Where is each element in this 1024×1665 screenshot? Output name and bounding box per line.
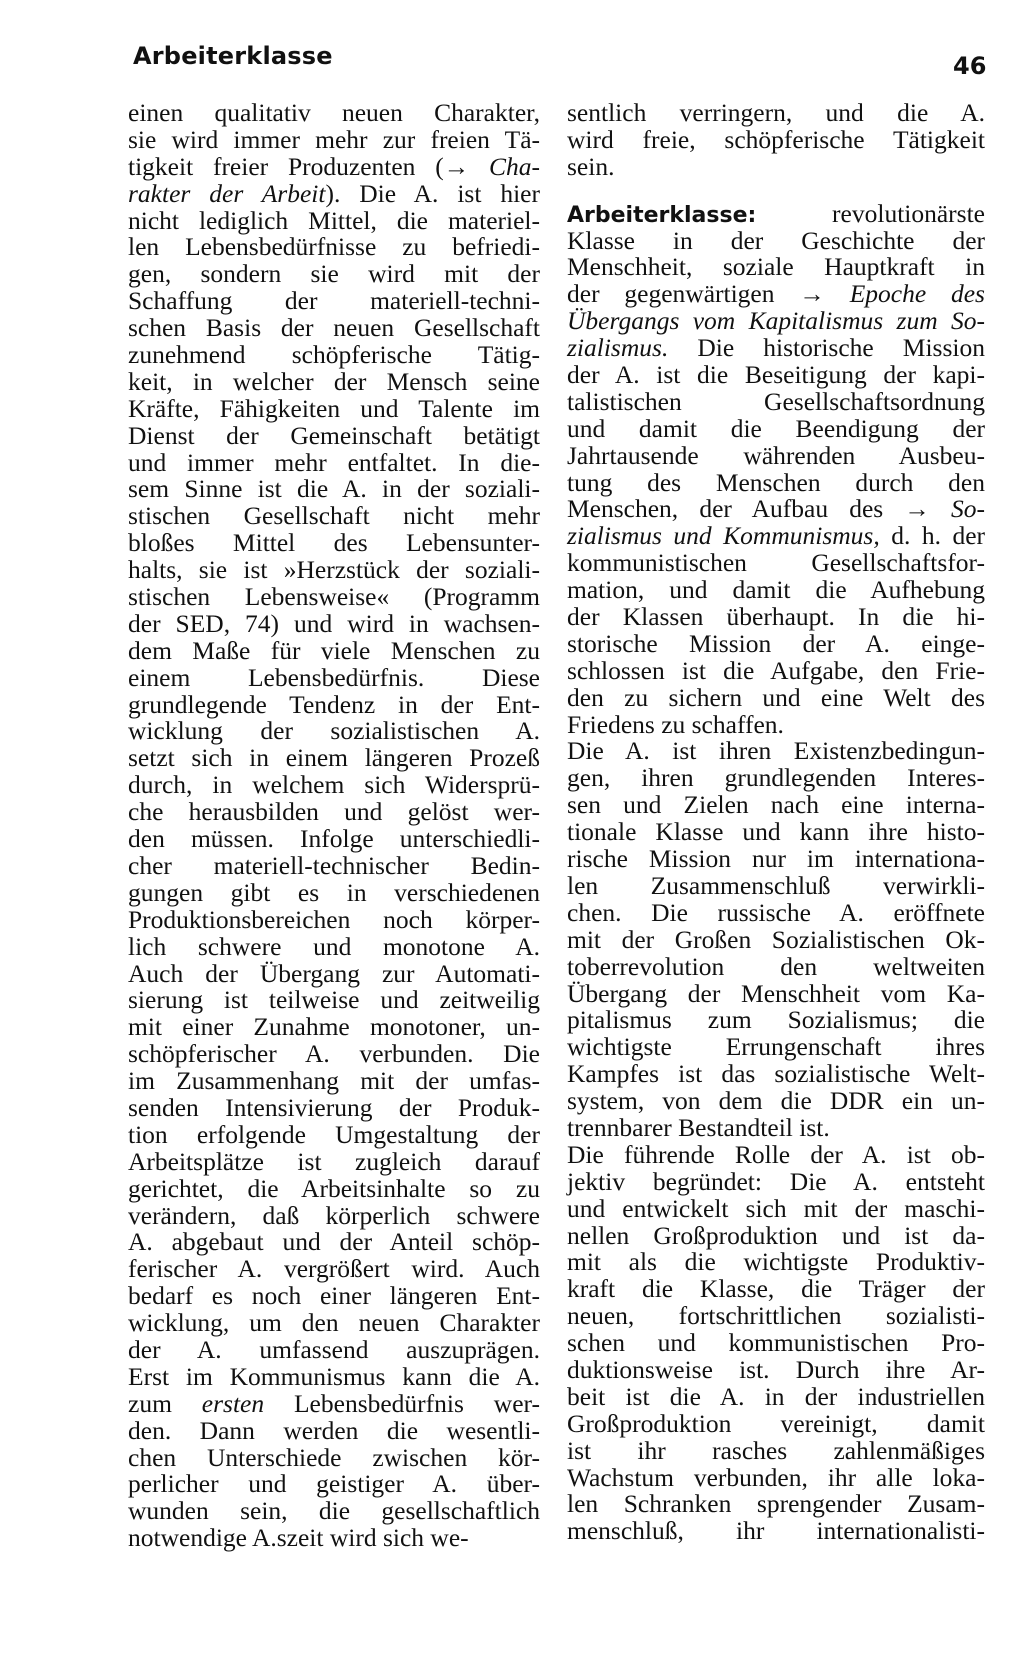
text-run: sein. <box>567 151 615 181</box>
text-run: cher materiell-technischer Bedin- <box>128 850 540 880</box>
text-run: einem Lebensbedürfnis. Diese <box>128 662 540 692</box>
text-run: kommunistischen Gesellschaftsfor- <box>567 548 985 578</box>
text-line <box>128 503 540 530</box>
text-line <box>567 1330 985 1357</box>
text-run: durch, in welchem sich Widersprü- <box>128 770 540 800</box>
text-line <box>567 819 985 846</box>
text-line <box>567 1220 985 1250</box>
text-line <box>567 124 985 154</box>
text-line <box>128 608 540 638</box>
text-run: wird freie, schöpferische Tätigkeit <box>567 124 985 154</box>
text-run: Wachstum verbunden, ihr alle loka- <box>567 1462 985 1492</box>
text-run: dem Maße für viele Menschen zu <box>128 635 540 665</box>
running-header-title: Arbeiterklasse <box>133 42 333 70</box>
text-line <box>128 1442 540 1472</box>
text-line <box>128 476 540 503</box>
text-run: A. abgebaut und der Anteil schöp- <box>128 1227 540 1257</box>
text-line <box>128 826 540 853</box>
text-line <box>128 1334 540 1364</box>
text-line <box>128 1119 540 1149</box>
text-line <box>567 151 985 181</box>
text-run: nellen Großproduktion und ist da- <box>567 1220 985 1250</box>
text-run: ist ihr rasches zahlenmäßiges <box>567 1435 985 1465</box>
text-line <box>128 261 540 288</box>
text-run: len Zusammenschluß verwirkli- <box>567 870 985 900</box>
text-run: verändern, daß körperlich schwere <box>128 1200 540 1230</box>
text-line <box>567 1166 985 1196</box>
text-run: schlossen ist die Aufgabe, den Frie- <box>567 655 985 685</box>
text-line <box>128 1310 540 1337</box>
text-line <box>567 413 985 443</box>
text-run: tionale Klasse und kann ihre histo- <box>567 817 985 847</box>
text-line <box>567 1435 985 1465</box>
text-run: storische Mission der A. einge- <box>567 628 985 658</box>
text-run: sentlich verringern, und die A. <box>567 98 985 127</box>
text-line <box>567 870 985 900</box>
text-line <box>567 496 985 523</box>
text-run: pitalismus zum Sozialismus; die <box>567 1005 985 1035</box>
text-line <box>128 904 540 934</box>
text-run: schen und kommunistischen Pro- <box>567 1328 985 1358</box>
text-line <box>567 362 985 389</box>
text-line <box>567 467 985 497</box>
text-run: Menschheit, soziale Hauptkraft in <box>567 252 985 282</box>
text-line <box>567 386 985 416</box>
text-run: ferischer A. vergrößert wird. Auch <box>128 1254 540 1284</box>
text-line <box>128 584 540 611</box>
text-run: Schaffung der materiell-techni- <box>128 286 540 316</box>
text-line <box>128 288 540 315</box>
text-line <box>128 393 540 423</box>
text-line <box>567 846 985 873</box>
text-line <box>567 100 985 127</box>
italic-reference: zialismus. <box>567 333 669 363</box>
text-run: keit, in welcher der Mensch seine <box>128 366 540 396</box>
text-line <box>128 1415 540 1445</box>
text-line <box>567 1276 985 1303</box>
text-run: gen, ihren grundlegenden Interes- <box>567 763 985 793</box>
entry-gap <box>567 181 985 201</box>
text-line <box>567 1139 985 1169</box>
text-line <box>128 447 540 477</box>
text-line <box>128 662 540 692</box>
text-run: d. h. der <box>879 521 985 551</box>
text-run: wichtigste Errungenschaft ihres <box>567 1032 985 1062</box>
text-line <box>128 366 540 396</box>
entry-keyword: Arbeiterklasse: <box>567 202 757 228</box>
text-run: Produktionsbereichen noch körper- <box>128 904 540 934</box>
text-line <box>567 628 985 658</box>
text-run: gen, sondern sie wird mit der <box>128 259 540 289</box>
text-line <box>567 281 985 308</box>
text-line <box>567 1462 985 1492</box>
text-run: mit der Großen Sozialistischen Ok- <box>567 924 985 954</box>
text-line <box>567 550 985 577</box>
text-line <box>567 1034 985 1061</box>
text-line <box>567 1303 985 1330</box>
text-run: setzt sich in einem längeren Prozeß <box>128 743 540 773</box>
text-line <box>128 530 540 557</box>
text-run: Auch der Übergang zur Automati- <box>128 958 540 988</box>
text-run: lich schwere und monotone A. <box>128 931 540 961</box>
text-run: der SED, 74) und wird in wachsen- <box>128 608 540 638</box>
text-run: wunden sein, die gesellschaftlich <box>128 1496 540 1526</box>
text-run: halts, sie ist »Herzstück der soziali- <box>128 555 540 585</box>
text-line <box>128 931 540 961</box>
text-line <box>567 1007 985 1034</box>
text-run: stischen Gesellschaft nicht mehr <box>128 501 540 531</box>
text-run: gerichtet, die Arbeitsinhalte so zu <box>128 1173 540 1203</box>
text-run: mation, und damit die Aufhebung <box>567 575 985 605</box>
text-line <box>128 234 540 261</box>
text-run: sem Sinne ist die A. in der soziali- <box>128 474 540 504</box>
text-run: Dienst der Gemeinschaft betätigt <box>128 420 540 450</box>
text-line <box>128 772 540 799</box>
italic-reference: ersten <box>201 1388 265 1418</box>
text-run: Kräfte, Fähigkeiten und Talente im <box>128 393 540 423</box>
text-run: tung des Menschen durch den <box>567 467 985 497</box>
text-line <box>567 709 985 739</box>
text-line <box>128 342 540 369</box>
italic-reference: rakter der Arbeit <box>128 178 326 208</box>
text-line <box>567 792 985 819</box>
dictionary-entry <box>567 198 985 1546</box>
text-run: ). Die A. ist hier <box>325 178 540 208</box>
text-run: len Schranken sprengender Zusam- <box>567 1489 985 1519</box>
text-run: talistischen Gesellschaftsordnung <box>567 386 985 416</box>
text-line <box>128 877 540 907</box>
text-line <box>128 689 540 719</box>
text-run: toberrevolution den weltweiten <box>567 951 985 981</box>
text-run: der gegenwärtigen → <box>567 279 850 309</box>
text-line <box>128 315 540 342</box>
text-line <box>128 1229 540 1256</box>
italic-reference: Übergangs vom Kapitalismus zum So- <box>567 306 985 336</box>
text-run: perlicher und geistiger A. über- <box>128 1469 540 1499</box>
text-run: notwendige A.szeit wird sich we- <box>128 1523 469 1553</box>
text-run: im Zusammenhang mit der umfas- <box>128 1066 540 1096</box>
text-run: und immer mehr entfaltet. In die- <box>128 447 540 477</box>
text-line <box>128 635 540 665</box>
text-line <box>567 1408 985 1438</box>
text-run: grundlegende Tendenz in der Ent- <box>128 689 540 719</box>
text-run: Klasse in der Geschichte der <box>567 225 985 255</box>
text-line <box>567 655 985 685</box>
text-line <box>567 308 985 335</box>
text-run: Übergang der Menschheit vom Ka- <box>567 978 985 1008</box>
text-run: schöpferischer A. verbunden. Die <box>128 1039 540 1069</box>
text-run: che herausbilden und gelöst wer- <box>128 797 540 827</box>
text-line <box>128 1173 540 1203</box>
text-run: kraft die Klasse, die Träger der <box>567 1274 985 1304</box>
right-column <box>567 100 985 1545</box>
text-line <box>128 1388 541 1418</box>
text-line <box>128 718 540 745</box>
text-line <box>128 1200 540 1230</box>
text-run: Erst im Kommunismus kann die A. <box>128 1361 540 1391</box>
text-run: sen und Zielen nach eine interna- <box>567 790 985 820</box>
text-run: bloßes Mittel des Lebensunter- <box>128 528 540 558</box>
text-line <box>567 1381 985 1411</box>
italic-reference: Epoche des <box>849 279 985 309</box>
text-line <box>128 205 540 235</box>
text-line <box>128 557 540 584</box>
text-run: der A. ist die Beseitigung der kapi- <box>567 360 985 390</box>
text-run: jektiv begründet: Die A. entsteht <box>567 1166 985 1196</box>
text-run: und damit die Beendigung der <box>567 413 985 443</box>
text-line <box>567 577 985 604</box>
text-run: len Lebensbedürfnisse zu befriedi- <box>128 232 540 262</box>
text-line <box>128 799 540 826</box>
text-line <box>567 335 985 362</box>
text-line <box>567 897 985 927</box>
text-run: chen. Die russische A. eröffnete <box>567 897 985 927</box>
text-run: chen Unterschiede zwischen kör- <box>128 1442 540 1472</box>
text-run: menschluß, ihr internationalisti- <box>567 1516 985 1546</box>
text-run: sierung ist teilweise und zeitweilig <box>128 985 540 1015</box>
text-line <box>567 924 985 954</box>
text-run: mit einer Zunahme monotoner, un- <box>128 1012 540 1042</box>
text-line <box>567 523 985 550</box>
text-run: zunehmend schöpferische Tätig- <box>128 340 540 370</box>
text-line <box>567 682 985 712</box>
text-run: mit als die wichtigste Produktiv- <box>567 1247 985 1277</box>
text-run: den. Dann werden die wesentli- <box>128 1415 540 1445</box>
text-run: der Klassen überhaupt. In die hi- <box>567 602 985 632</box>
text-line <box>567 225 985 255</box>
text-run: rische Mission nur im internationa- <box>567 844 985 874</box>
left-column <box>128 100 540 1552</box>
text-line <box>128 1471 540 1498</box>
text-line <box>128 420 540 450</box>
text-run: neuen, fortschrittlichen sozialisti- <box>567 1301 985 1331</box>
text-run: Arbeitsplätze ist zugleich darauf <box>128 1146 540 1176</box>
text-run: Jahrtausende währenden Ausbeu- <box>567 440 985 470</box>
text-run: nicht lediglich Mittel, die materiel- <box>128 205 540 235</box>
text-line <box>128 958 540 988</box>
text-line <box>128 100 540 127</box>
text-run: Großproduktion vereinigt, damit <box>567 1408 985 1438</box>
text-run: wicklung, um den neuen Charakter <box>128 1308 540 1338</box>
text-line <box>567 1249 985 1276</box>
continued-paragraph <box>567 100 985 181</box>
text-line <box>567 1112 985 1142</box>
text-run: bedarf es noch einer längeren Ent- <box>128 1281 540 1311</box>
text-line <box>567 1354 985 1384</box>
text-run: und entwickelt sich mit der maschi- <box>567 1193 985 1223</box>
italic-reference: Cha- <box>489 151 540 181</box>
text-run: tigkeit freier Produzenten (→ <box>128 151 489 181</box>
text-run: den zu sichern und eine Welt des <box>567 682 985 712</box>
text-run: beit ist die A. in der industriellen <box>567 1381 985 1411</box>
text-line <box>567 951 985 981</box>
text-line <box>567 440 985 470</box>
text-run: Friedens zu schaffen. <box>567 709 784 739</box>
text-line <box>567 738 985 765</box>
text-line <box>128 987 540 1014</box>
text-line <box>567 1193 985 1223</box>
text-line <box>128 124 540 154</box>
text-run: Die A. ist ihren Existenzbedingun- <box>567 736 985 766</box>
italic-reference: So- <box>951 494 985 524</box>
text-line <box>567 1518 985 1545</box>
text-run: stischen Lebensweise« (Programm <box>128 582 540 612</box>
text-line <box>128 745 540 772</box>
text-line <box>567 1061 985 1088</box>
text-run: senden Intensivierung der Produk- <box>128 1092 540 1122</box>
text-run: system, von dem die DDR ein un- <box>567 1086 985 1116</box>
page-number: 46 <box>953 52 987 80</box>
text-run: revolutionärste <box>756 198 985 228</box>
text-line <box>128 850 540 880</box>
text-line <box>128 1256 540 1283</box>
text-run: Lebensbedürfnis wer- <box>264 1388 541 1418</box>
text-run: Die führende Rolle der A. ist ob- <box>567 1139 985 1169</box>
text-line <box>567 198 985 228</box>
text-line <box>128 1498 540 1525</box>
text-line <box>128 1014 540 1041</box>
text-line <box>567 254 985 281</box>
text-run: Menschen, der Aufbau des → <box>567 494 951 524</box>
text-run: schen Basis der neuen Gesellschaft <box>128 313 540 343</box>
text-line <box>128 1092 540 1122</box>
text-line <box>567 1088 985 1115</box>
text-run: Die historische Mission <box>668 333 985 363</box>
text-line <box>128 1361 540 1391</box>
text-run: duktionsweise ist. Durch ihre Ar- <box>567 1354 985 1384</box>
text-line <box>567 604 985 631</box>
text-line <box>128 1146 540 1176</box>
text-run: sie wird immer mehr zur freien Tä- <box>128 124 540 154</box>
text-run: der A. umfassend auszuprägen. <box>128 1334 540 1364</box>
italic-reference: zialismus und Kommunismus, <box>567 521 880 551</box>
text-run: gungen gibt es in verschiedenen <box>128 877 540 907</box>
text-line <box>128 1041 540 1068</box>
text-line <box>128 1068 540 1095</box>
text-line <box>567 1491 985 1518</box>
text-run: wicklung der sozialistischen A. <box>128 716 540 746</box>
text-line <box>128 1525 540 1552</box>
text-run: den müssen. Infolge unterschiedli- <box>128 824 540 854</box>
text-line <box>128 178 540 208</box>
text-line <box>567 765 985 792</box>
text-run: tion erfolgende Umgestaltung der <box>128 1119 540 1149</box>
text-run: Kampfes ist das sozialistische Welt- <box>567 1059 985 1089</box>
text-line <box>128 1283 540 1310</box>
text-line <box>128 151 540 181</box>
text-line <box>567 978 985 1008</box>
text-run: trennbarer Bestandteil ist. <box>567 1112 830 1142</box>
text-run: einen qualitativ neuen Charakter, <box>128 98 540 127</box>
text-run: zum <box>128 1388 202 1418</box>
